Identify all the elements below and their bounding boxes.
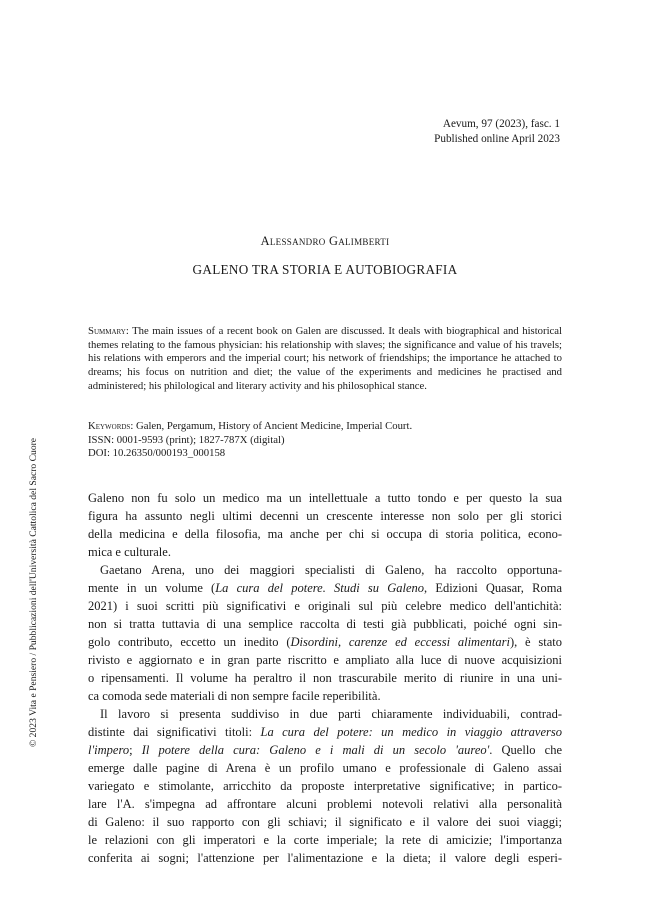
- copyright-notice: [28, 437, 40, 747]
- part-title: l'impero: [88, 743, 130, 757]
- body-line: variegato e stimolante, arricchito da proposte interpretative significative; in partico-: [88, 779, 562, 793]
- summary-text: The main issues of a recent book on Galen are discussed. It deals with biographical and historical themes relating to the famous physician: his relationship with slaves; the significance and value of his travels; his relations with emperors and the imperial court; his network of friendships; the importance he attached to dreams; his focus on nutrition and diet; the value of the experiments and medicines he practised and administered; his philological and literary activity and his philosophical stance.: [88, 325, 562, 392]
- part-title: La cura del potere: un medico in viaggio attraverso: [260, 725, 562, 739]
- body-line: [88, 579, 562, 597]
- keywords-line: [88, 420, 562, 434]
- summary-label: Summary:: [88, 325, 129, 337]
- text-run: . Quello che: [489, 743, 562, 757]
- body-line: rivisto e aggiornato e in gran parte riscritto e ampliato alla luce di nuove acquisizioni: [88, 653, 562, 667]
- body-line: [88, 741, 562, 759]
- publication-date: Published online April 2023: [434, 132, 560, 145]
- keywords-label: Keywords:: [88, 420, 134, 432]
- copyright-text: © 2023 Vita e Pensiero / Pubblicazioni dell'Università Cattolica del Sacro Cuore: [28, 437, 39, 747]
- summary-block: [88, 325, 562, 394]
- body-line: le relazioni con gli imperatori e la corte imperiale; la rete di amicizie; l'importanza: [88, 833, 562, 847]
- metadata-block: [88, 420, 562, 461]
- body-line: della medicina e della filosofia, ma anche per chi si occupa di storia politica, econo-: [88, 527, 562, 541]
- article-body: [88, 489, 562, 867]
- book-title: La cura del potere. Studi su Galeno: [215, 581, 425, 595]
- body-line: mica e culturale.: [88, 545, 171, 559]
- text-run: golo contributo, eccetto un inedito (: [88, 635, 291, 649]
- text-run: , Edizioni Quasar, Roma: [424, 581, 562, 595]
- body-line: [88, 723, 562, 741]
- body-line: Il lavoro si presenta suddiviso in due parti chiaramente individuabili, contrad-: [100, 707, 562, 721]
- article-author: Alessandro Galimberti: [260, 234, 390, 248]
- body-line: Gaetano Arena, uno dei maggiori specialisti di Galeno, ha raccolto opportuna-: [100, 563, 562, 577]
- body-line: 2021) i suoi scritti più significativi e originali sul più celebre medico dell'antichità:: [88, 599, 562, 613]
- body-line: conferita ai sogni; l'attenzione per l'alimentazione e la dieta; il valore degli esperi-: [88, 851, 562, 865]
- body-line: ca comoda sede materiali di non sempre facile reperibilità.: [88, 689, 381, 703]
- journal-citation: Aevum, 97 (2023), fasc. 1: [442, 118, 560, 130]
- doi-line: DOI: 10.26350/000193_000158: [88, 447, 226, 459]
- body-line: non si tratta tuttavia di una semplice raccolta di testi già pubblicati, poiché ogni sin-: [88, 617, 562, 631]
- journal-info: [434, 117, 560, 146]
- text-run: mente in un volume (: [88, 581, 216, 595]
- article-title: GALENO TRA STORIA E AUTOBIOGRAFIA: [192, 262, 458, 277]
- part-title: Il potere della cura: Galeno e i mali di un secolo 'aureo': [141, 743, 490, 757]
- text-run: distinte dai significativi titoli:: [88, 725, 261, 739]
- keywords-text: Galen, Pergamum, History of Ancient Medicine, Imperial Court.: [133, 420, 413, 432]
- body-line: di Galeno: il suo rapporto con gli schiavi; il significato e il valore dei suoi viaggi;: [88, 815, 562, 829]
- essay-title: Disordini, carenze ed eccessi alimentari: [290, 635, 510, 649]
- text-run: ;: [129, 743, 142, 757]
- issn-line: ISSN: 0001-9593 (print); 1827-787X (digital): [88, 433, 285, 446]
- body-line: o ripensamenti. Il volume ha peraltro il non trascurabile merito di riunire in una uni-: [88, 671, 562, 685]
- text-run: ), è stato: [509, 635, 562, 649]
- body-line: Galeno non fu solo un medico ma un intellettuale a tutto tondo e per questo la sua: [88, 491, 562, 505]
- body-line: lare l'A. s'impegna ad affrontare alcuni problemi notevoli relativi alla personalità: [88, 797, 562, 811]
- body-line: emerge dalle pagine di Arena è un profilo umano e professionale di Galeno assai: [88, 761, 562, 775]
- body-line: [88, 633, 562, 651]
- body-line: figura ha assunto negli ultimi decenni un crescente interesse non solo per gli storici: [88, 509, 562, 523]
